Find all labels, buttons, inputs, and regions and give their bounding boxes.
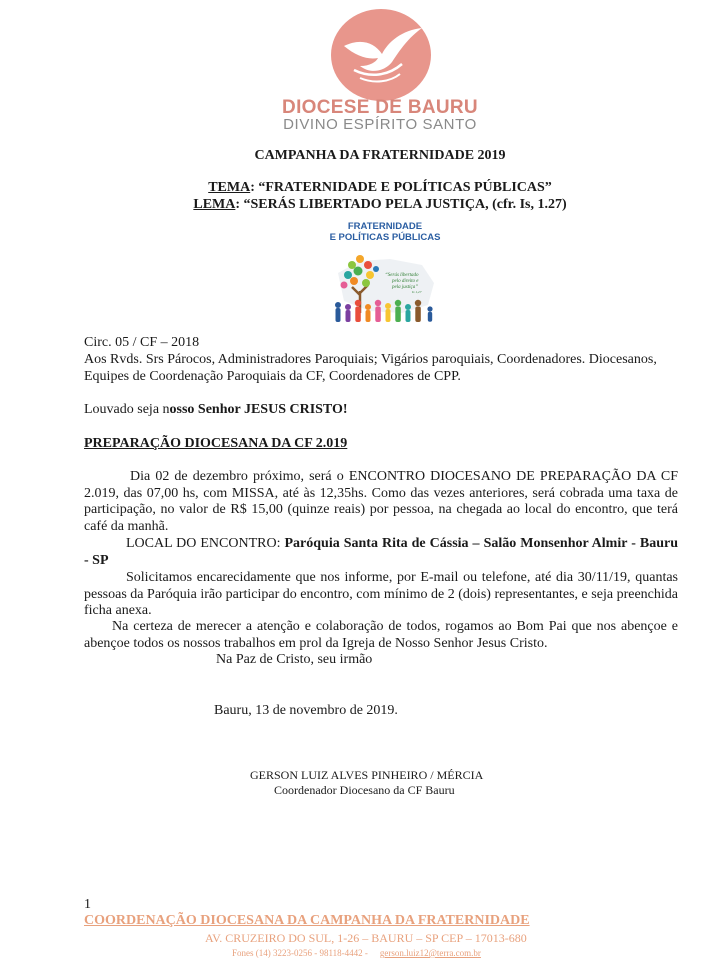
tema-text: : “FRATERNIDADE E POLÍTICAS PÚBLICAS”: [250, 180, 552, 195]
footer-address: AV. CRUZEIRO DO SUL, 1-26 – BAURU – SP CEP – 17013-680: [205, 931, 527, 945]
tema-label: TEMA: [208, 180, 251, 195]
emblem-title-line2: E POLÍTICAS PÚBLICAS: [329, 232, 441, 243]
signer-name: GERSON LUIZ ALVES PINHEIRO / MÉRCIA: [250, 768, 484, 782]
diocese-name: DIOCESE DE BAURU: [282, 97, 478, 118]
closing: Na Paz de Cristo, seu irmão: [216, 652, 373, 667]
paragraph-request: Solicitamos encarecidamente que nos informe, por E-mail ou telefone, até dia 30/11/19, quantas pessoas da Paróquia irão participar do encontro, com mínimo de 2 (dois) representantes, e seja preenchida ficha anexa.: [84, 570, 678, 618]
circular-number: Circ. 05 / CF – 2018: [84, 335, 200, 350]
local-label: LOCAL DO ENCONTRO:: [126, 536, 285, 551]
emblem-quote-ref: Is 1,27: [412, 290, 422, 294]
emblem-quote-line3: pela justiça”: [392, 285, 418, 290]
greeting-bold: osso Senhor JESUS CRISTO!: [169, 402, 348, 417]
emblem-title: [325, 221, 445, 243]
greeting: [84, 402, 678, 419]
campaign-title: CAMPANHA DA FRATERNIDADE 2019: [254, 148, 506, 163]
emblem-quote-line1: “Serás libertado: [385, 273, 419, 278]
emblem-quote-line2: pelo direito e: [392, 279, 419, 284]
signer-role: Coordenador Diocesano da CF Bauru: [274, 783, 455, 797]
paragraph-encontro: Dia 02 de dezembro próximo, será o ENCONTRO DIOCESANO DE PREPARAÇÃO DA CF 2.019, das 07,00 hs, com MISSA, até às 12,35hs. Como das vezes anteriores, será cobrada uma taxa de participação, no valor de R$ 15,00 (quinze reais) por pessoa, na chegada ao local do encontro, que terá café da manhã.: [84, 469, 678, 534]
campaign-lema: [0, 197, 720, 213]
paragraph-local: [84, 536, 678, 569]
page-number: 1: [84, 897, 91, 912]
place-date: Bauru, 13 de novembro de 2019.: [214, 703, 398, 718]
campaign-emblem-image: [330, 243, 442, 331]
diocese-subtitle: DIVINO ESPÍRITO SANTO: [283, 116, 477, 133]
greeting-prefix: Louvado seja n: [84, 402, 170, 417]
footer-contacts: [232, 948, 481, 958]
recipients: Aos Rvds. Srs Párocos, Administradores Paroquiais; Vigários paroquiais, Coordenadores. Diocesanos, Equipes de Coordenação Paroquiais da CF, Coordenadores de CPP.: [84, 352, 657, 384]
footer-phones: Fones (14) 3223-0256 - 98118-4442 -: [232, 948, 368, 958]
lema-label: LEMA: [193, 197, 236, 212]
emblem-title-line1: FRATERNIDADE: [347, 221, 423, 232]
section-title: PREPARAÇÃO DIOCESANA DA CF 2.019: [84, 436, 348, 451]
campaign-tema: [0, 180, 720, 196]
lema-text: : “SERÁS LIBERTADO PELA JUSTIÇA, (cfr. Is, 1.27): [235, 197, 567, 212]
footer-email-link[interactable]: gerson.luiz12@terra.com.br: [379, 948, 481, 958]
diocese-logo: [330, 8, 432, 102]
local-value: Paróquia Santa Rita de Cássia – Salão Monsenhor Almir - Bauru - SP: [84, 536, 678, 568]
paragraph-blessing: Na certeza de merecer a atenção e colaboração de todos, rogamos ao Bom Pai que nos abençoe e abençoe todos os nossos trabalhos em prol da Igreja de Nosso Senhor Jesus Cristo.: [84, 619, 678, 651]
footer-organization: COORDENAÇÃO DIOCESANA DA CAMPANHA DA FRATERNIDADE: [84, 913, 530, 928]
